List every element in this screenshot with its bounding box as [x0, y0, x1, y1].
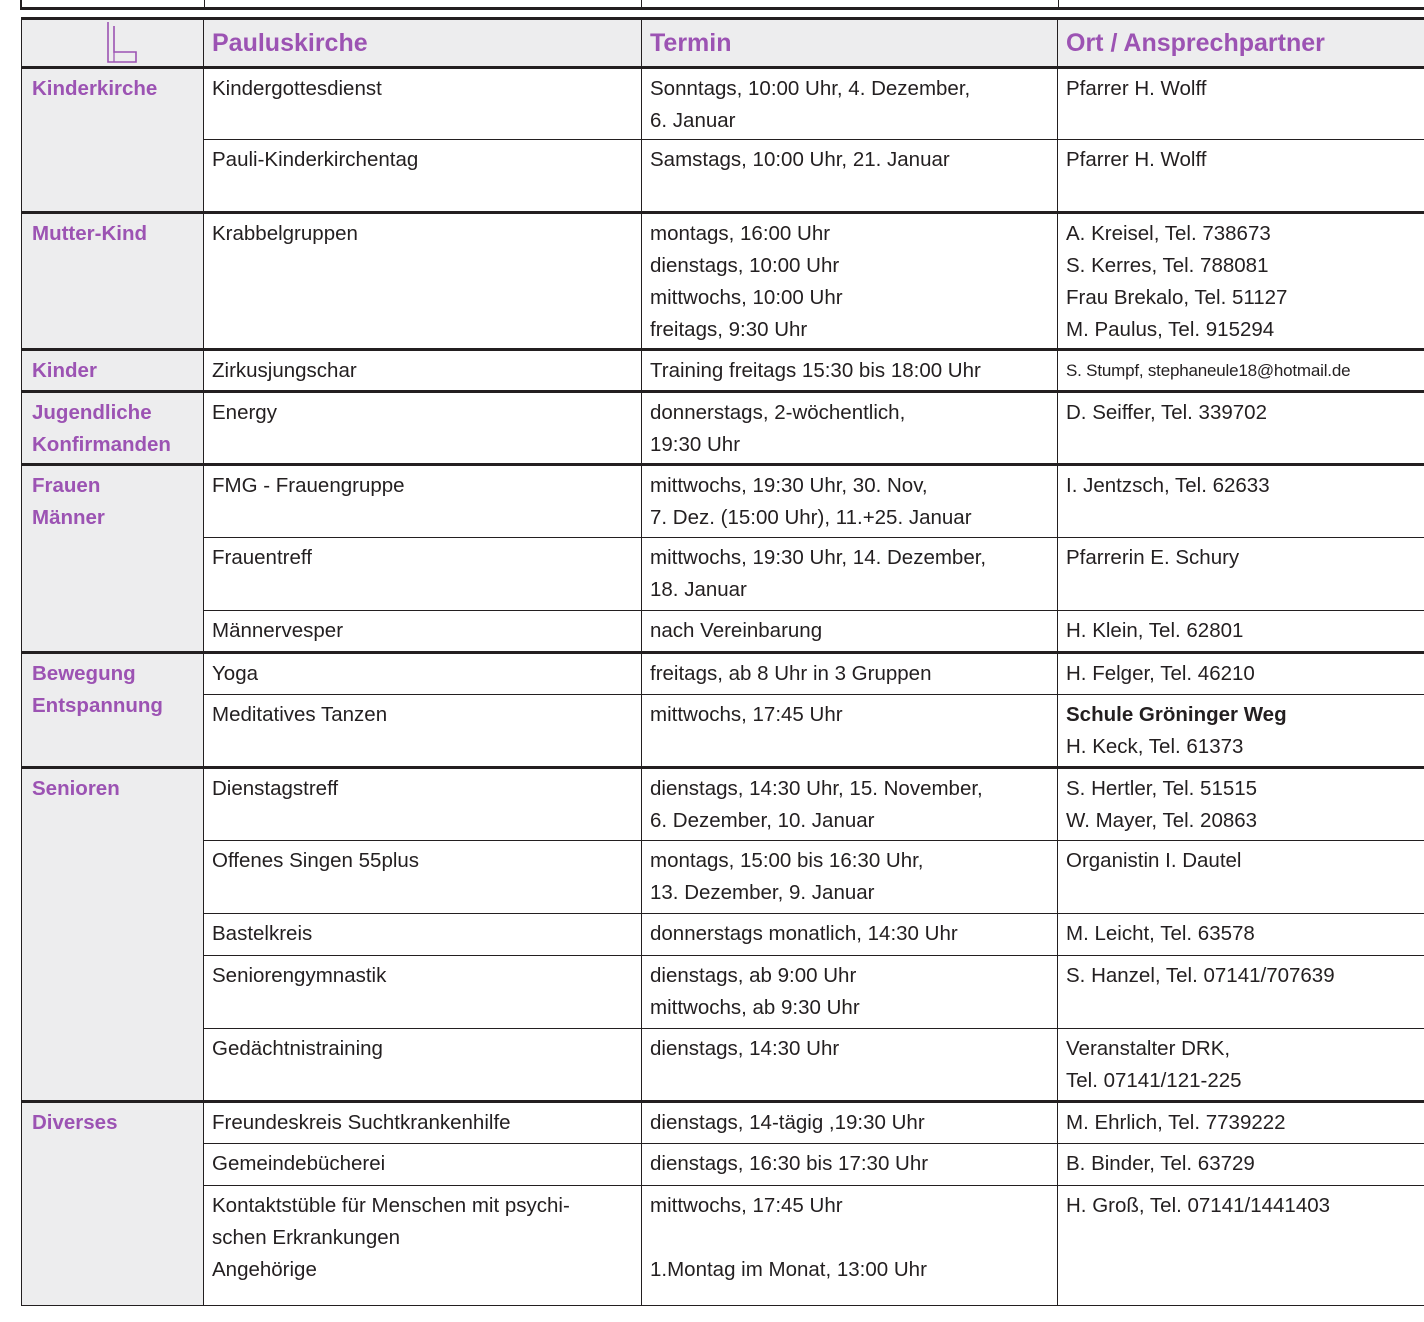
table-row: [22, 538, 1424, 611]
activity-cell: Bastelkreis: [204, 914, 642, 956]
ort-cell: S. Hertler, Tel. 51515 W. Mayer, Tel. 20863: [1058, 768, 1424, 841]
table-row: [22, 465, 1424, 538]
ort-cell: S. Stumpf, stephaneule18@hotmail.de: [1058, 350, 1424, 392]
ort-cell: H. Felger, Tel. 46210: [1058, 653, 1424, 695]
location-name: Schule Gröninger Weg: [1066, 703, 1287, 726]
activity-cell: Seniorengymnastik: [204, 956, 642, 1029]
activity-cell: Freundeskreis Suchtkrankenhilfe: [204, 1102, 642, 1144]
category-mutter-kind: Mutter-Kind: [22, 213, 204, 350]
table-row: [22, 350, 1424, 392]
table-row: [22, 695, 1424, 768]
activity-cell: Kindergottesdienst: [204, 68, 642, 140]
category-kinderkirche: Kinderkirche: [22, 68, 204, 213]
termin-cell: freitags, ab 8 Uhr in 3 Gruppen: [642, 653, 1058, 695]
category-diverses: Diverses: [22, 1102, 204, 1306]
activity-cell: Yoga: [204, 653, 642, 695]
activity-cell: Meditatives Tanzen: [204, 695, 642, 768]
activity-cell: Dienstagstreff: [204, 768, 642, 841]
activity-cell: Energy: [204, 392, 642, 465]
termin-cell: mittwochs, 17:45 Uhr 1.Montag im Monat, 13:00 Uhr: [642, 1186, 1058, 1306]
ort-cell: I. Jentzsch, Tel. 62633: [1058, 465, 1424, 538]
activity-cell: Offenes Singen 55plus: [204, 841, 642, 914]
ort-cell: Organistin I. Dautel: [1058, 841, 1424, 914]
table-row: [22, 1144, 1424, 1186]
ort-cell: S. Hanzel, Tel. 07141/707639: [1058, 956, 1424, 1029]
previous-table-remnant: [20, 0, 1424, 10]
activity-cell: FMG - Frauengruppe: [204, 465, 642, 538]
activity-cell: Krabbelgruppen: [204, 213, 642, 350]
ort-cell: H. Groß, Tel. 07141/1441403: [1058, 1186, 1424, 1306]
ort-cell: H. Klein, Tel. 62801: [1058, 611, 1424, 653]
table-row: [22, 213, 1424, 350]
schedule-table: [21, 17, 1424, 1306]
church-icon-cell: [22, 19, 204, 68]
ort-cell: A. Kreisel, Tel. 738673 S. Kerres, Tel. 788081 Frau Brekalo, Tel. 51127 M. Paulus, Tel. 915294: [1058, 213, 1424, 350]
header-row: [22, 19, 1424, 68]
termin-cell: dienstags, 14:30 Uhr: [642, 1029, 1058, 1102]
ort-cell: Pfarrerin E. Schury: [1058, 538, 1424, 611]
activity-cell: Männervesper: [204, 611, 642, 653]
termin-cell: mittwochs, 19:30 Uhr, 30. Nov, 7. Dez. (15:00 Uhr), 11.+25. Januar: [642, 465, 1058, 538]
activity-cell: Pauli-Kinderkirchentag: [204, 140, 642, 213]
termin-cell: donnerstags monatlich, 14:30 Uhr: [642, 914, 1058, 956]
table-row: [22, 653, 1424, 695]
ort-cell: Schule Gröninger Weg H. Keck, Tel. 61373: [1058, 695, 1424, 768]
category-bewegung: Bewegung Entspannung: [22, 653, 204, 768]
header-ort: Ort / Ansprechpartner: [1058, 19, 1424, 68]
table-row: [22, 956, 1424, 1029]
table-row: [22, 768, 1424, 841]
termin-cell: donnerstags, 2-wöchentlich, 19:30 Uhr: [642, 392, 1058, 465]
ort-cell: M. Leicht, Tel. 63578: [1058, 914, 1424, 956]
category-jugendliche: Jugendliche Konfirmanden: [22, 392, 204, 465]
termin-cell: Training freitags 15:30 bis 18:00 Uhr: [642, 350, 1058, 392]
termin-cell: montags, 16:00 Uhr dienstags, 10:00 Uhr mittwochs, 10:00 Uhr freitags, 9:30 Uhr: [642, 213, 1058, 350]
ort-cell: Veranstalter DRK, Tel. 07141/121-225: [1058, 1029, 1424, 1102]
table-row: [22, 914, 1424, 956]
termin-cell: dienstags, ab 9:00 Uhr mittwochs, ab 9:30 Uhr: [642, 956, 1058, 1029]
termin-cell: Samstags, 10:00 Uhr, 21. Januar: [642, 140, 1058, 213]
termin-cell: montags, 15:00 bis 16:30 Uhr, 13. Dezember, 9. Januar: [642, 841, 1058, 914]
ort-cell: D. Seiffer, Tel. 339702: [1058, 392, 1424, 465]
activity-cell: Gemeindebücherei: [204, 1144, 642, 1186]
activity-cell: Zirkusjungschar: [204, 350, 642, 392]
category-senioren: Senioren: [22, 768, 204, 1102]
header-termin: Termin: [642, 19, 1058, 68]
termin-cell: dienstags, 14:30 Uhr, 15. November, 6. Dezember, 10. Januar: [642, 768, 1058, 841]
ort-cell: Pfarrer H. Wolff: [1058, 68, 1424, 140]
ort-cell: M. Ehrlich, Tel. 7739222: [1058, 1102, 1424, 1144]
category-frauen-maenner: Frauen Männer: [22, 465, 204, 653]
termin-cell: Sonntags, 10:00 Uhr, 4. Dezember, 6. Januar: [642, 68, 1058, 140]
termin-cell: nach Vereinbarung: [642, 611, 1058, 653]
church-icon: [101, 22, 141, 64]
header-church: Pauluskirche: [204, 19, 642, 68]
activity-cell: Kontaktstüble für Menschen mit psychi- schen Erkrankungen Angehörige: [204, 1186, 642, 1306]
category-kinder: Kinder: [22, 350, 204, 392]
table-row: [22, 1102, 1424, 1144]
termin-cell: mittwochs, 19:30 Uhr, 14. Dezember, 18. Januar: [642, 538, 1058, 611]
activity-cell: Gedächtnistraining: [204, 1029, 642, 1102]
table-row: [22, 1029, 1424, 1102]
ort-cell: Pfarrer H. Wolff: [1058, 140, 1424, 213]
table-row: [22, 140, 1424, 213]
termin-cell: dienstags, 14-tägig ,19:30 Uhr: [642, 1102, 1058, 1144]
table-row: [22, 841, 1424, 914]
table-row: [22, 392, 1424, 465]
table-row: [22, 1186, 1424, 1306]
termin-cell: dienstags, 16:30 bis 17:30 Uhr: [642, 1144, 1058, 1186]
table-row: [22, 611, 1424, 653]
ort-cell: B. Binder, Tel. 63729: [1058, 1144, 1424, 1186]
table-row: [22, 68, 1424, 140]
termin-cell: mittwochs, 17:45 Uhr: [642, 695, 1058, 768]
activity-cell: Frauentreff: [204, 538, 642, 611]
